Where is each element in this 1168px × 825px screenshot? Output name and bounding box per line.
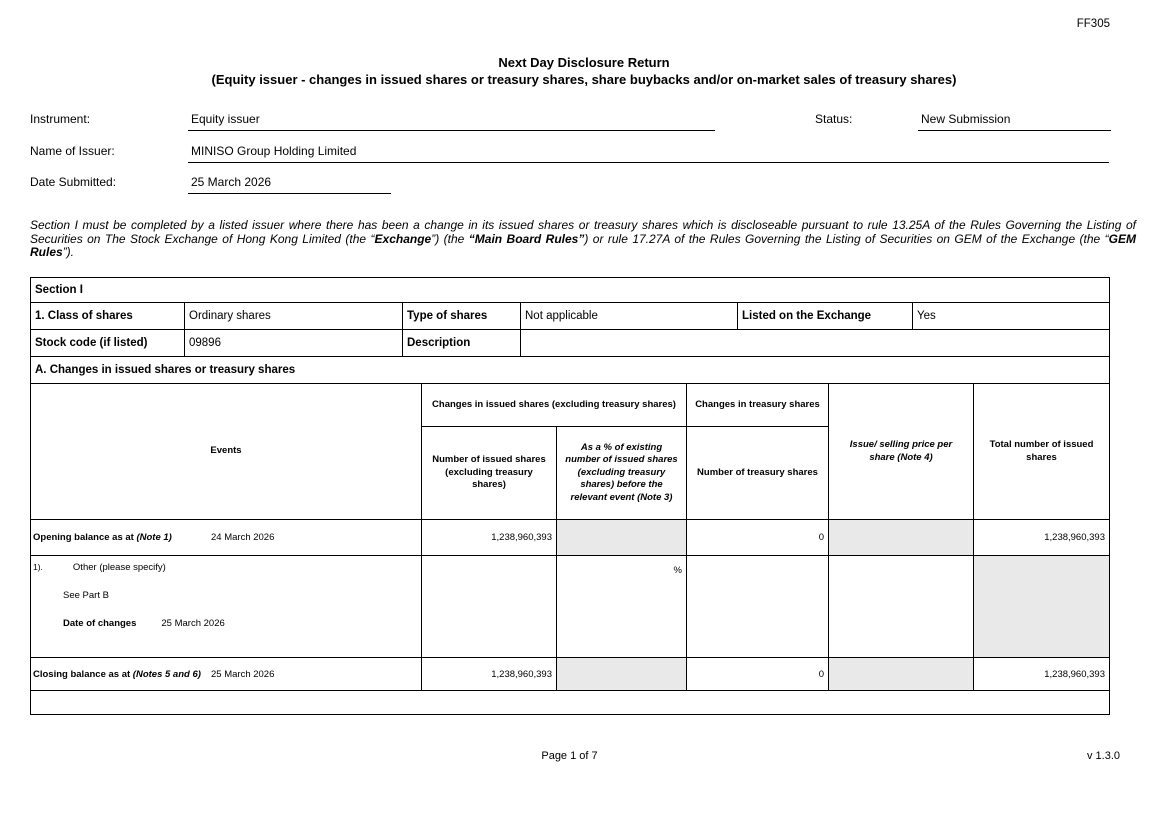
opening-percent-cell-shaded	[557, 520, 687, 556]
class-of-shares-label: 1. Class of shares	[31, 303, 185, 330]
stock-code-value: 09896	[185, 330, 403, 357]
section1-heading: Section I	[31, 278, 1110, 303]
date-submitted-row	[30, 171, 1138, 195]
title-line1: Next Day Disclosure Return	[498, 55, 670, 70]
col-header-events: Events	[31, 384, 422, 520]
page-number: Page 1 of 7	[541, 750, 598, 762]
opening-balance-label	[33, 532, 211, 543]
other-event-date-line	[33, 618, 417, 629]
group-header-issued-shares: Changes in issued shares (excluding treasury shares)	[422, 384, 687, 427]
form-code: FF305	[1076, 18, 1110, 30]
intro-main-board-rules-bold: “Main Board Rules”	[468, 231, 585, 246]
other-event-reference: See Part B	[63, 590, 109, 601]
empty-bottom-row	[31, 691, 1110, 715]
stock-code-label: Stock code (if listed)	[31, 330, 185, 357]
status-value: New Submission	[918, 108, 1111, 131]
opening-balance-note: (Note 1)	[136, 532, 172, 543]
closing-total-shares-value: 1,238,960,393	[974, 658, 1110, 691]
version-label: v 1.3.0	[1086, 750, 1120, 762]
description-value	[521, 330, 1110, 357]
intro-gem-rules-bold: GEM Rules	[30, 231, 1136, 260]
part-a-heading-row	[31, 357, 1110, 384]
date-of-changes-label: Date of changes	[63, 618, 137, 629]
closing-treasury-shares-value: 0	[687, 658, 829, 691]
description-label: Description	[403, 330, 521, 357]
col-header-percent-existing: As a % of existing number of issued shares (excluding treasury shares) before the relevant event (Note 3)	[557, 427, 687, 520]
other-issued-shares-cell	[422, 556, 557, 658]
instrument-label: Instrument:	[30, 112, 91, 126]
section1-tables	[30, 277, 1109, 715]
class-of-shares-value: Ordinary shares	[185, 303, 403, 330]
other-price-cell	[829, 556, 974, 658]
other-total-cell-shaded	[974, 556, 1110, 658]
opening-issued-shares-value: 1,238,960,393	[422, 520, 557, 556]
intro-exchange-bold: Exchange	[374, 231, 432, 246]
issuer-label: Name of Issuer:	[30, 144, 115, 158]
date-submitted-label: Date Submitted:	[30, 175, 117, 189]
other-event-line	[33, 562, 417, 573]
type-of-shares-value: Not applicable	[521, 303, 738, 330]
section1-info-table	[30, 277, 1110, 384]
closing-price-cell-shaded	[829, 658, 974, 691]
changes-table-group-header-row	[31, 384, 1110, 427]
listed-on-exchange-value: Yes	[913, 303, 1110, 330]
closing-balance-note: (Notes 5 and 6)	[132, 668, 201, 680]
closing-balance-label-text: Closing balance as at	[33, 668, 133, 680]
other-event-index: 1).	[33, 562, 43, 572]
section1-heading-row	[31, 278, 1110, 303]
intro-paragraph	[30, 219, 1136, 260]
instrument-row	[30, 108, 1138, 132]
other-treasury-shares-cell	[687, 556, 829, 658]
intro-seg1: Section I must be completed by a listed issuer where there has been a change in its issued shares or treasury shares which is discloseable pursuant to rule 13.25A of the Rules Governing the Listing of Securities on The Stock Exchange of Hong Kong Limited (the “	[30, 218, 1136, 246]
status-label: Status:	[815, 112, 853, 126]
class-of-shares-row	[31, 303, 1110, 330]
empty-bottom-cell	[31, 691, 1110, 715]
other-event-label: Other (please specify)	[72, 562, 166, 573]
opening-price-cell-shaded	[829, 520, 974, 556]
listed-on-exchange-label: Listed on the Exchange	[738, 303, 913, 330]
intro-seg5: ) or rule 17.27A of the Rules Governing the Listing of Securities on GEM of the Exchange (the “	[584, 231, 1109, 246]
opening-treasury-shares-value: 0	[687, 520, 829, 556]
issuer-value: MINISO Group Holding Limited	[188, 140, 1109, 163]
other-event-row	[31, 556, 1110, 658]
part-a-heading: A. Changes in issued shares or treasury shares	[31, 357, 1110, 384]
document-title	[0, 54, 1168, 88]
closing-balance-date: 25 March 2026	[211, 668, 275, 680]
issuer-row	[30, 140, 1138, 164]
closing-balance-label	[33, 669, 211, 680]
opening-balance-label-text: Opening balance as at	[33, 532, 137, 543]
type-of-shares-label: Type of shares	[403, 303, 521, 330]
opening-total-shares-value: 1,238,960,393	[974, 520, 1110, 556]
opening-balance-date: 24 March 2026	[211, 532, 275, 543]
col-header-issue-price: Issue/ selling price per share (Note 4)	[829, 384, 974, 520]
col-header-total-issued: Total number of issued shares	[974, 384, 1110, 520]
intro-seg7: ”).	[62, 245, 75, 260]
closing-balance-event-cell	[31, 658, 422, 691]
instrument-value: Equity issuer	[188, 108, 715, 131]
title-line2: (Equity issuer - changes in issued shares or treasury shares, share buybacks and/or on-market sales of treasury shares)	[211, 72, 957, 87]
closing-balance-row	[31, 658, 1110, 691]
closing-percent-cell-shaded	[557, 658, 687, 691]
opening-balance-row	[31, 520, 1110, 556]
other-percent-sign-cell: %	[557, 556, 687, 658]
col-header-number-issued: Number of issued shares (excluding treasury shares)	[422, 427, 557, 520]
stock-code-row	[31, 330, 1110, 357]
group-header-treasury-shares: Changes in treasury shares	[687, 384, 829, 427]
closing-issued-shares-value: 1,238,960,393	[422, 658, 557, 691]
date-submitted-value: 25 March 2026	[188, 171, 391, 194]
opening-balance-event-cell	[31, 520, 422, 556]
intro-seg3: ”) (the	[431, 231, 469, 246]
date-of-changes-value: 25 March 2026	[161, 618, 225, 629]
col-header-number-treasury: Number of treasury shares	[687, 427, 829, 520]
changes-table	[30, 383, 1110, 715]
other-event-cell	[31, 556, 422, 658]
